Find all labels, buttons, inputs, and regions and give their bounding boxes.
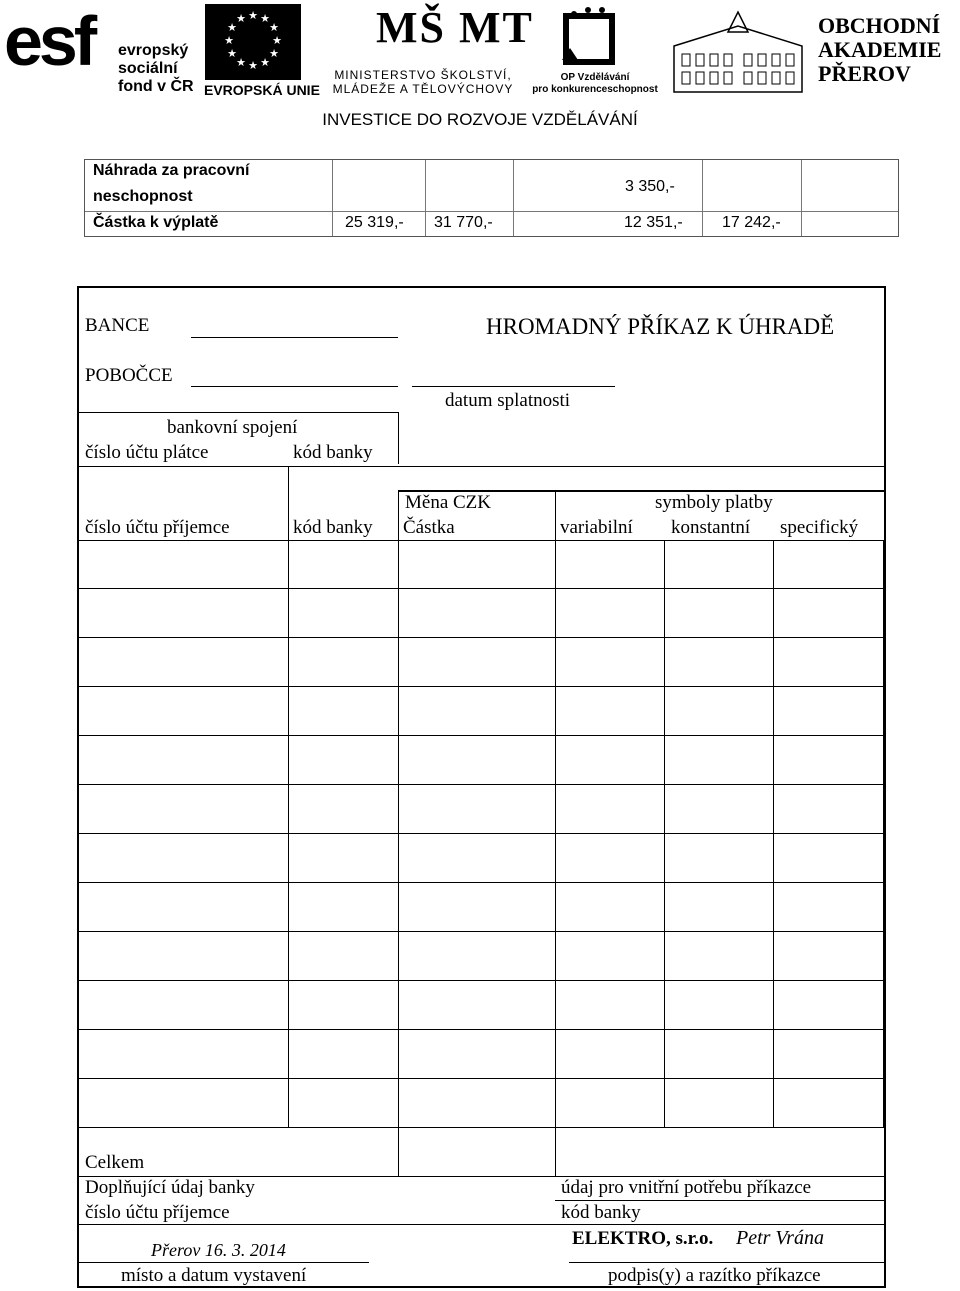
row2-value-2: 31 770,- (434, 214, 493, 231)
header-logos (0, 0, 960, 135)
divider (555, 1128, 556, 1176)
investice-banner: INVESTICE DO ROZVOJE VZDĚLÁVÁNÍ (322, 110, 638, 129)
grid-cell[interactable] (555, 932, 665, 981)
svg-text:★: ★ (224, 34, 234, 47)
grid-cell[interactable] (398, 981, 556, 1030)
payer-account-label: číslo účtu plátce (85, 442, 209, 463)
grid-cell[interactable] (773, 981, 885, 1030)
divider (288, 466, 289, 540)
msmt-text-line: MLÁDEŽE A TĚLOVÝCHOVY (332, 82, 514, 96)
grid-cell[interactable] (555, 981, 665, 1030)
grid-cell[interactable] (664, 540, 774, 589)
school-name-line: OBCHODNÍ (818, 13, 941, 38)
grid-cell[interactable] (79, 736, 289, 785)
divider (884, 1128, 886, 1288)
bank-connection-label: bankovní spojení (167, 417, 298, 438)
place-date: Přerov 16. 3. 2014 (151, 1240, 286, 1260)
grid-cell[interactable] (79, 785, 289, 834)
esf-text-line: sociální (118, 60, 178, 77)
divider (555, 490, 556, 540)
summary-table (84, 159, 899, 237)
grid-cell[interactable] (288, 540, 399, 589)
grid-cell[interactable] (398, 589, 556, 638)
row2-value-4: 17 242,- (722, 214, 781, 231)
esf-text (118, 42, 194, 96)
eu-text: EVROPSKÁ UNIE (204, 82, 320, 98)
total-cell[interactable] (398, 1128, 555, 1176)
grid-cell[interactable] (773, 932, 885, 981)
grid-cell[interactable] (773, 883, 885, 932)
op-text-line: pro konkurenceschopnost (532, 84, 658, 95)
row2-value-3: 12 351,- (624, 214, 683, 231)
grid-cell[interactable] (79, 638, 289, 687)
grid-cell[interactable] (288, 638, 399, 687)
grid-cell[interactable] (288, 736, 399, 785)
grid-cell[interactable] (664, 932, 774, 981)
esf-text-line: evropský (118, 42, 189, 59)
svg-text:★: ★ (269, 47, 279, 60)
grid-cell[interactable] (555, 638, 665, 687)
grid-cell[interactable] (79, 687, 289, 736)
grid-cell[interactable] (288, 834, 399, 883)
grid-cell[interactable] (398, 785, 556, 834)
eu-flag-icon (205, 4, 301, 80)
bank-code-header: kód banky (293, 517, 373, 538)
grid-cell[interactable] (555, 1079, 665, 1128)
branch-label: POBOČCE (85, 365, 173, 386)
divider (398, 490, 399, 540)
total-cell[interactable] (555, 1128, 886, 1176)
place-date-label: místo a datum vystavení (121, 1265, 307, 1286)
school-name (818, 14, 941, 86)
esf-text-line: fond v ČR (118, 78, 194, 95)
svg-text:★: ★ (248, 59, 258, 72)
due-date-label: datum splatnosti (445, 390, 571, 411)
grid-cell[interactable] (664, 638, 774, 687)
row1-label: Náhrada za pracovní (93, 162, 250, 179)
grid-cell[interactable] (288, 687, 399, 736)
msmt-text (330, 68, 516, 96)
grid-cell[interactable] (555, 589, 665, 638)
grid-cell[interactable] (79, 1030, 289, 1079)
op-logo-icon (558, 4, 624, 68)
grid-cell[interactable] (555, 687, 665, 736)
grid-cell[interactable] (773, 736, 885, 785)
grid-cell[interactable] (664, 834, 774, 883)
svg-text:★: ★ (236, 56, 246, 69)
grid-cell[interactable] (79, 932, 289, 981)
grid-cell[interactable] (555, 834, 665, 883)
recipient-account-header: číslo účtu příjemce (85, 517, 230, 538)
row1-label-2: neschopnost (93, 188, 193, 205)
grid-cell[interactable] (288, 932, 399, 981)
svg-text:★: ★ (260, 12, 270, 25)
divider (555, 1200, 886, 1201)
school-building-icon (668, 6, 808, 94)
due-date-line (412, 386, 615, 387)
msmt-text-line: MINISTERSTVO ŠKOLSTVÍ, (334, 68, 512, 82)
grid-cell[interactable] (664, 883, 774, 932)
grid-cell[interactable] (288, 883, 399, 932)
divider (398, 1128, 399, 1176)
constant-header: konstantní (671, 517, 751, 538)
grid-cell[interactable] (773, 1079, 885, 1128)
total-label: Celkem (85, 1152, 145, 1173)
grid-cell[interactable] (398, 1030, 556, 1079)
school-name-line: AKADEMIE (818, 37, 942, 62)
grid-cell[interactable] (398, 1079, 556, 1128)
op-text-line: OP Vzdělávání (560, 72, 630, 83)
grid-cell[interactable] (664, 981, 774, 1030)
bank-info-label: Doplňující údaj banky (85, 1177, 255, 1198)
grid-cell[interactable] (664, 736, 774, 785)
grid-cell[interactable] (79, 1079, 289, 1128)
grid-cell[interactable] (773, 540, 885, 589)
grid-cell[interactable] (773, 785, 885, 834)
amount-header: Částka (403, 517, 455, 538)
grid-cell[interactable] (664, 785, 774, 834)
bank-label: BANCE (85, 315, 150, 336)
payment-order-form (77, 286, 886, 1288)
grid-cell[interactable] (288, 1079, 399, 1128)
grid-cell[interactable] (664, 589, 774, 638)
grid-cell[interactable] (79, 834, 289, 883)
grid-cell[interactable] (555, 785, 665, 834)
currency-label: Měna CZK (405, 492, 492, 513)
specific-header: specifický (780, 517, 859, 538)
grid-cell[interactable] (555, 1030, 665, 1079)
svg-text:★: ★ (272, 34, 282, 47)
grid-cell[interactable] (555, 540, 665, 589)
svg-text:★: ★ (227, 47, 237, 60)
grid-cell[interactable] (398, 687, 556, 736)
form-title: HROMADNÝ PŘÍKAZ K ÚHRADĚ (486, 314, 835, 339)
esf-logo: esf (4, 2, 94, 80)
grid-cell[interactable] (79, 883, 289, 932)
svg-text:★: ★ (248, 9, 258, 22)
grid-cell[interactable] (773, 589, 885, 638)
grid-cell[interactable] (773, 638, 885, 687)
divider (398, 412, 399, 464)
grid-cell[interactable] (398, 834, 556, 883)
svg-text:★: ★ (269, 21, 279, 34)
grid-cell[interactable] (288, 589, 399, 638)
row1-value: 3 350,- (625, 178, 675, 195)
bank-code-footer: kód banky (561, 1202, 641, 1223)
bank-line (191, 337, 398, 338)
grid-cell[interactable] (555, 736, 665, 785)
grid-cell[interactable] (398, 932, 556, 981)
divider (79, 412, 399, 413)
row2-value-1: 25 319,- (345, 214, 404, 231)
company-name: ELEKTRO, s.r.o. (572, 1228, 714, 1249)
signer-name: Petr Vrána (736, 1227, 824, 1249)
divider (884, 288, 886, 490)
grid-cell[interactable] (398, 638, 556, 687)
grid-cell[interactable] (288, 981, 399, 1030)
divider (79, 1262, 369, 1263)
grid-cell[interactable] (773, 834, 885, 883)
grid-cell[interactable] (79, 540, 289, 589)
grid-cell[interactable] (664, 687, 774, 736)
grid-cell[interactable] (398, 540, 556, 589)
grid-cell[interactable] (288, 785, 399, 834)
grid-cell[interactable] (398, 736, 556, 785)
op-text (530, 72, 660, 96)
recipient-account-footer: číslo účtu příjemce (85, 1202, 230, 1223)
svg-text:★: ★ (260, 56, 270, 69)
row2-label: Částka k výplatě (93, 214, 219, 231)
svg-text:★: ★ (227, 21, 237, 34)
grid-cell[interactable] (773, 1030, 885, 1079)
grid-cell[interactable] (664, 1079, 774, 1128)
grid-cell[interactable] (398, 883, 556, 932)
signature-label: podpis(y) a razítko příkazce (608, 1265, 821, 1286)
msmt-logo: MŠ MT (376, 3, 534, 52)
symbols-label: symboly platby (655, 492, 773, 513)
bank-code-label: kód banky (293, 442, 373, 463)
variable-header: variabilní (560, 517, 633, 538)
svg-text:★: ★ (236, 12, 246, 25)
grid-cell[interactable] (773, 687, 885, 736)
grid-cell[interactable] (664, 1030, 774, 1079)
grid-cell[interactable] (288, 1030, 399, 1079)
school-name-line: PŘEROV (818, 61, 911, 86)
divider (79, 1224, 886, 1225)
grid-cell[interactable] (79, 981, 289, 1030)
grid-cell[interactable] (555, 883, 665, 932)
divider (569, 1262, 884, 1263)
internal-info-label: údaj pro vnitřní potřebu příkazce (561, 1177, 812, 1198)
grid-cell[interactable] (79, 589, 289, 638)
branch-line (191, 386, 398, 387)
divider (79, 466, 884, 467)
